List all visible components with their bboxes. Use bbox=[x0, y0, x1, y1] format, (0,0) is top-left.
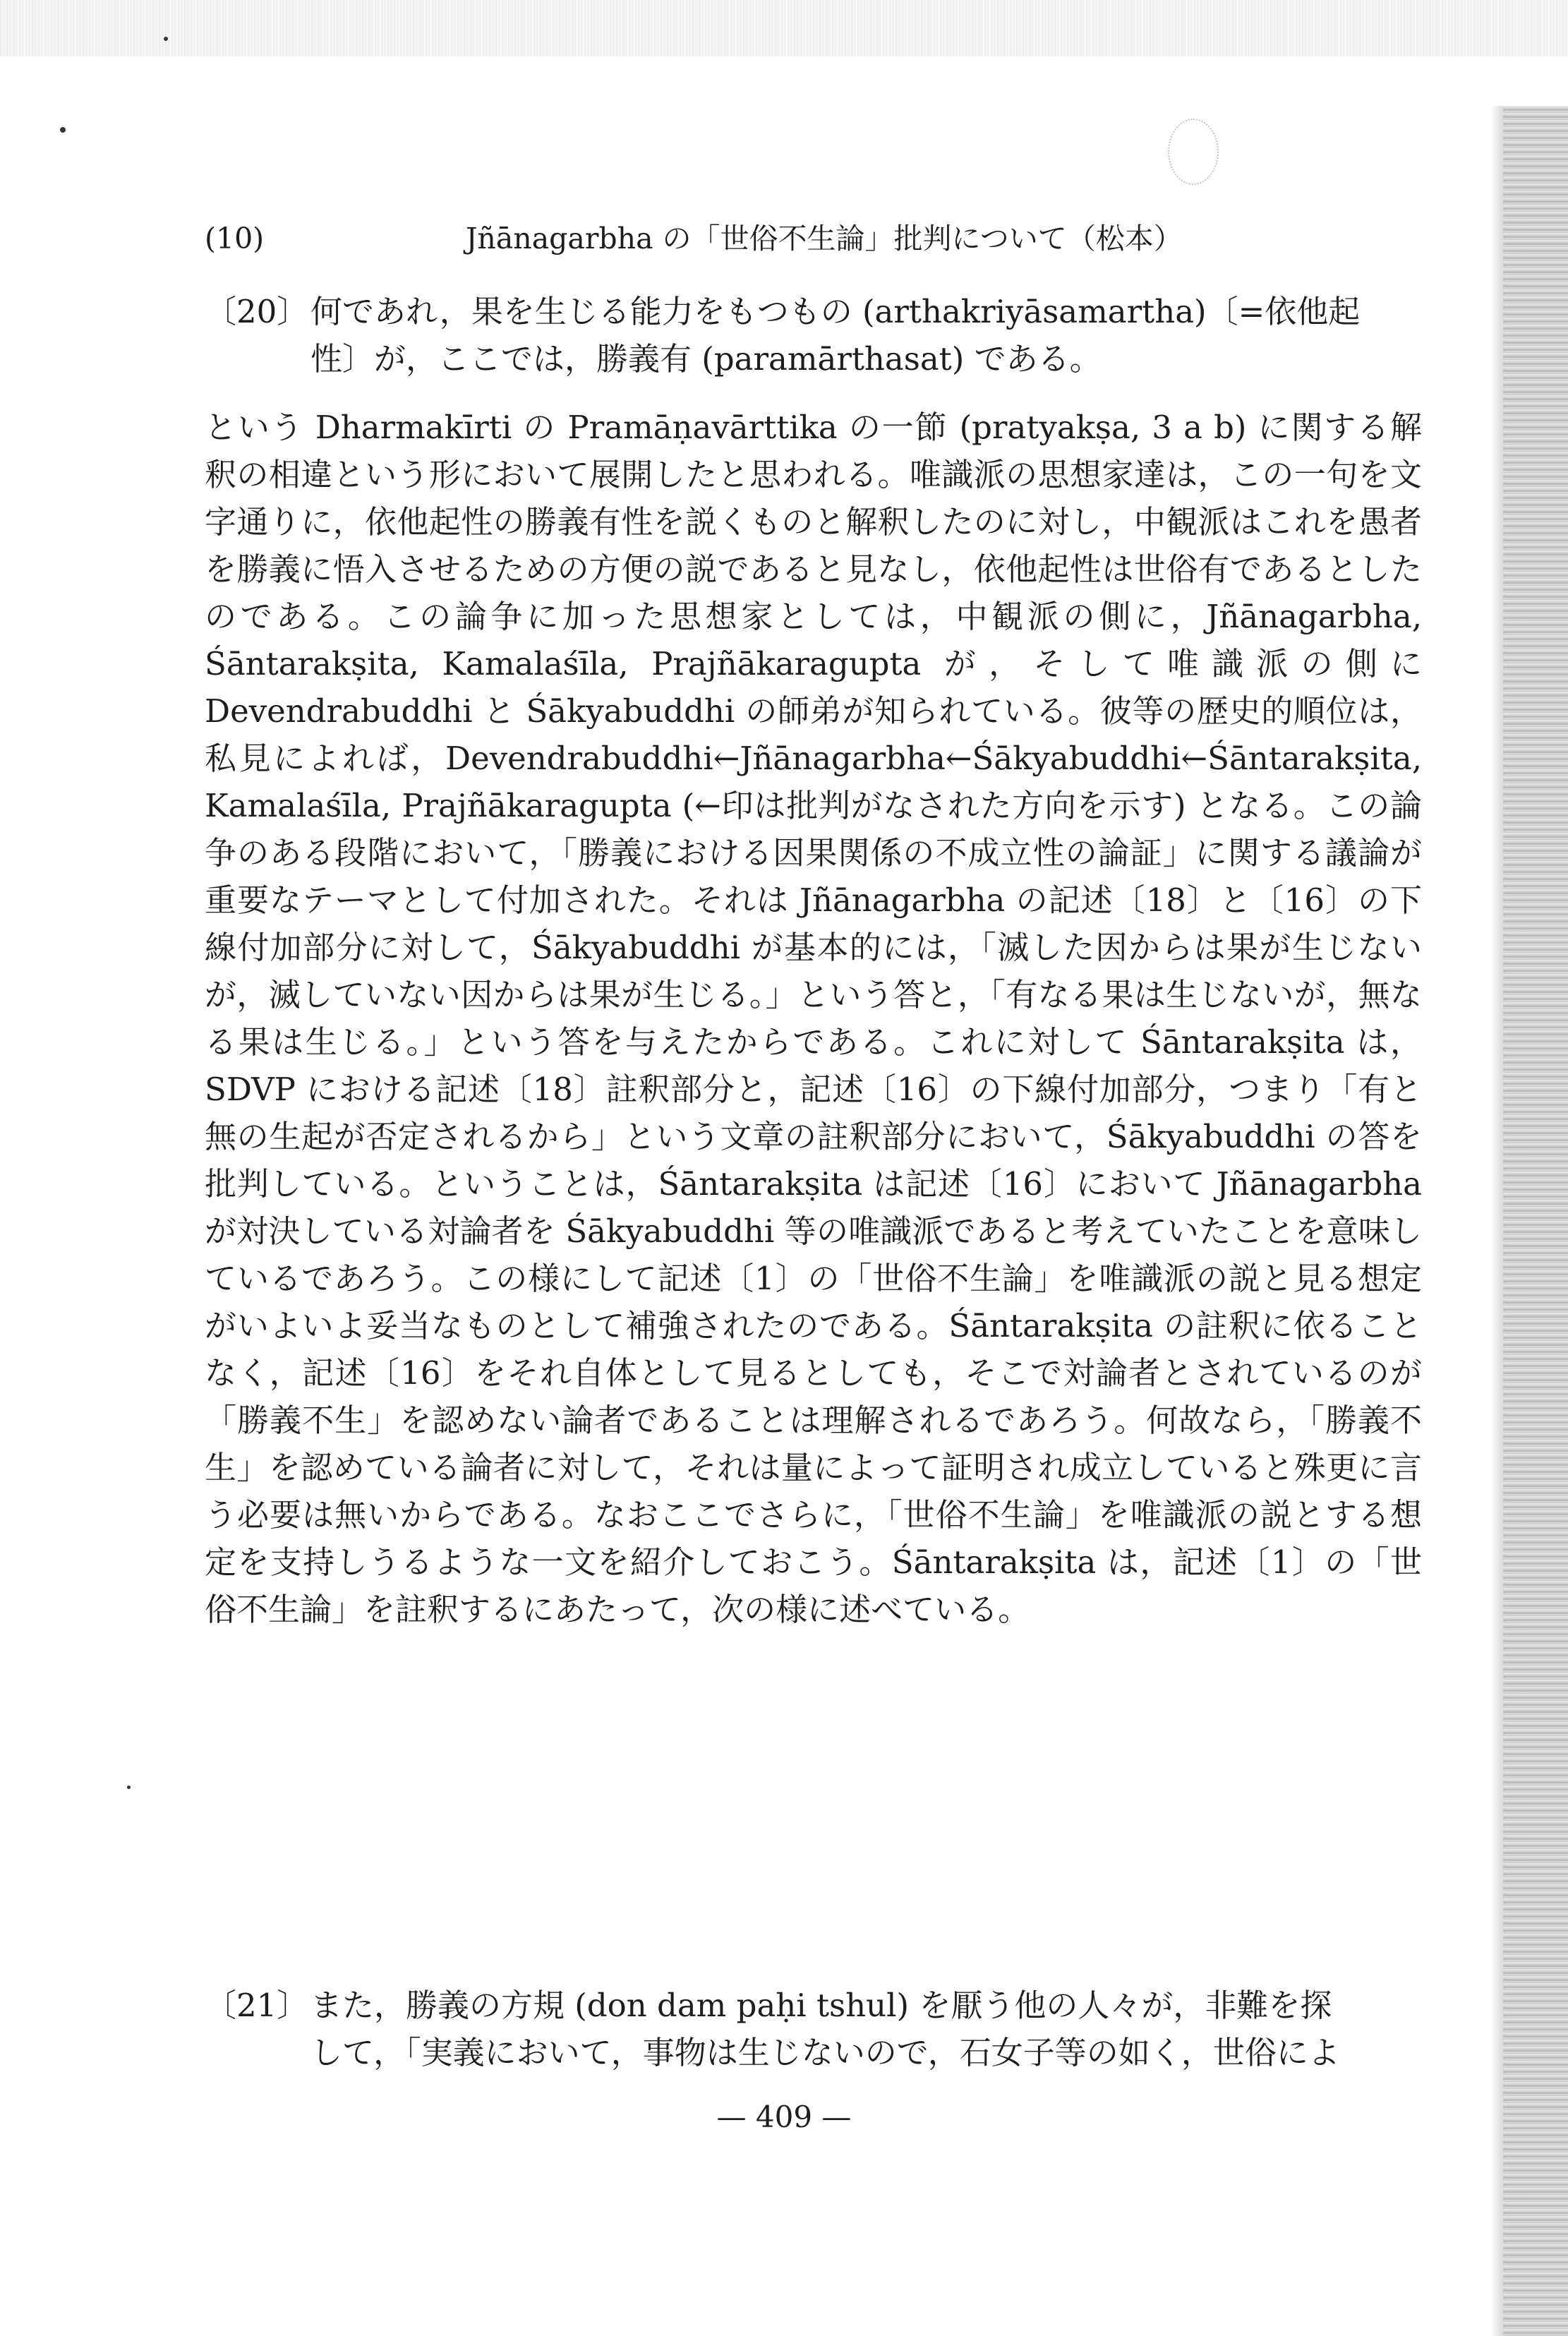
quote-20-line2: 性〕が，ここでは，勝義有 (paramārthasat) である。 bbox=[310, 340, 1102, 378]
main-paragraph: という Dharmakīrti の Pramāṇavārttika の一節 (pratyakṣa, 3 a b) に関する解釈の相違という形において展開したと思われる。唯識派の思想家達は，この一句を文字通りに，依他起性の勝義有性を説くものと解釈したのに対し，中観派はこれを愚者を勝義に悟入させるための方便の説であると見なし，依他起性は世俗有であるとしたのである。この論争に加った思想家としては，中観派の側に，Jñānagarbha, Śāntarakṣita, Kamalaśīla, Prajñākaragupta が，そして唯識派の側に Devendrabuddhi と Śākyabuddhi の師弟が知られている。彼等の歴史的順位は，私見によれば，Devendrabuddhi←Jñānagarbha←Śākyabuddhi←Śāntarakṣita, Kamalaśīla, Prajñākaragupta (←印は批判がなされた方向を示す) となる。この論争のある段階において，「勝義における因果関係の不成立性の論証」に関する議論が重要なテーマとして付加された。それは Jñānagarbha の記述〔18〕と〔16〕の下線付加部分に対して，Śākyabuddhi が基本的には，「滅した因からは果が生じないが，滅していない因からは果が生じる。」という答と，「有なる果は生じないが，無なる果は生じる。」という答を与えたからである。これに対して Śāntarakṣita は，SDVP における記述〔18〕註釈部分と，記述〔16〕の下線付加部分，つまり「有と無の生起が否定されるから」という文章の註釈部分において，Śākyabuddhi の答を批判している。ということは，Śāntarakṣita は記述〔16〕において Jñānagarbha が対決している対論者を Śākyabuddhi 等の唯識派であると考えていたことを意味しているであろう。この様にして記述〔1〕の「世俗不生論」を唯識派の説と見る想定がいよいよ妥当なものとして補強されたのである。Śāntarakṣita の註釈に依ることなく，記述〔16〕をそれ自体として見るとしても，そこで対論者とされているのが「勝義不生」を認めない論者であることは理解されるであろう。何故なら，「勝義不生」を認めている論者に対して，それは量によって証明され成立していると殊更に言う必要は無いからである。なおここでさらに，「世俗不生論」を唯識派の説とする想定を支持しうるような一文を紹介しておこう。Śāntarakṣita は，記述〔1〕の「世俗不生論」を註釈するにあたって，次の様に述べている。 bbox=[205, 409, 1422, 1628]
quote-21-line1: また，勝義の方規 (don dam paḥi tshul) を厭う他の人々が，非難を探 bbox=[310, 1987, 1332, 2024]
stamp-mark bbox=[1168, 119, 1219, 185]
scan-speck bbox=[60, 127, 66, 133]
quote-21-line2: して，「実義において，事物は生じないので，石女子等の如く，世俗によ bbox=[310, 2034, 1340, 2071]
header-title: Jñānagarbha の「世俗不生論」批判について（松本） bbox=[466, 222, 1183, 255]
scan-noise-top bbox=[0, 0, 1568, 56]
scan-speck bbox=[127, 1786, 131, 1789]
page-number-footer: — 409 — bbox=[716, 2100, 852, 2134]
quote-20 bbox=[205, 288, 1422, 383]
quote-20-mark: 〔20〕 bbox=[205, 293, 309, 330]
quote-21-mark: 〔21〕 bbox=[205, 1987, 309, 2024]
scan-binding-edge bbox=[1503, 106, 1568, 2336]
quote-20-line1: 何であれ，果を生じる能力をもつもの (arthakriyāsamartha)〔=依他起 bbox=[310, 293, 1361, 330]
running-header bbox=[205, 217, 1425, 260]
page-edge-shadow bbox=[1490, 106, 1503, 2336]
scan-speck bbox=[164, 37, 168, 41]
quote-21 bbox=[205, 1982, 1422, 2076]
header-page-number: (10) bbox=[205, 222, 265, 255]
